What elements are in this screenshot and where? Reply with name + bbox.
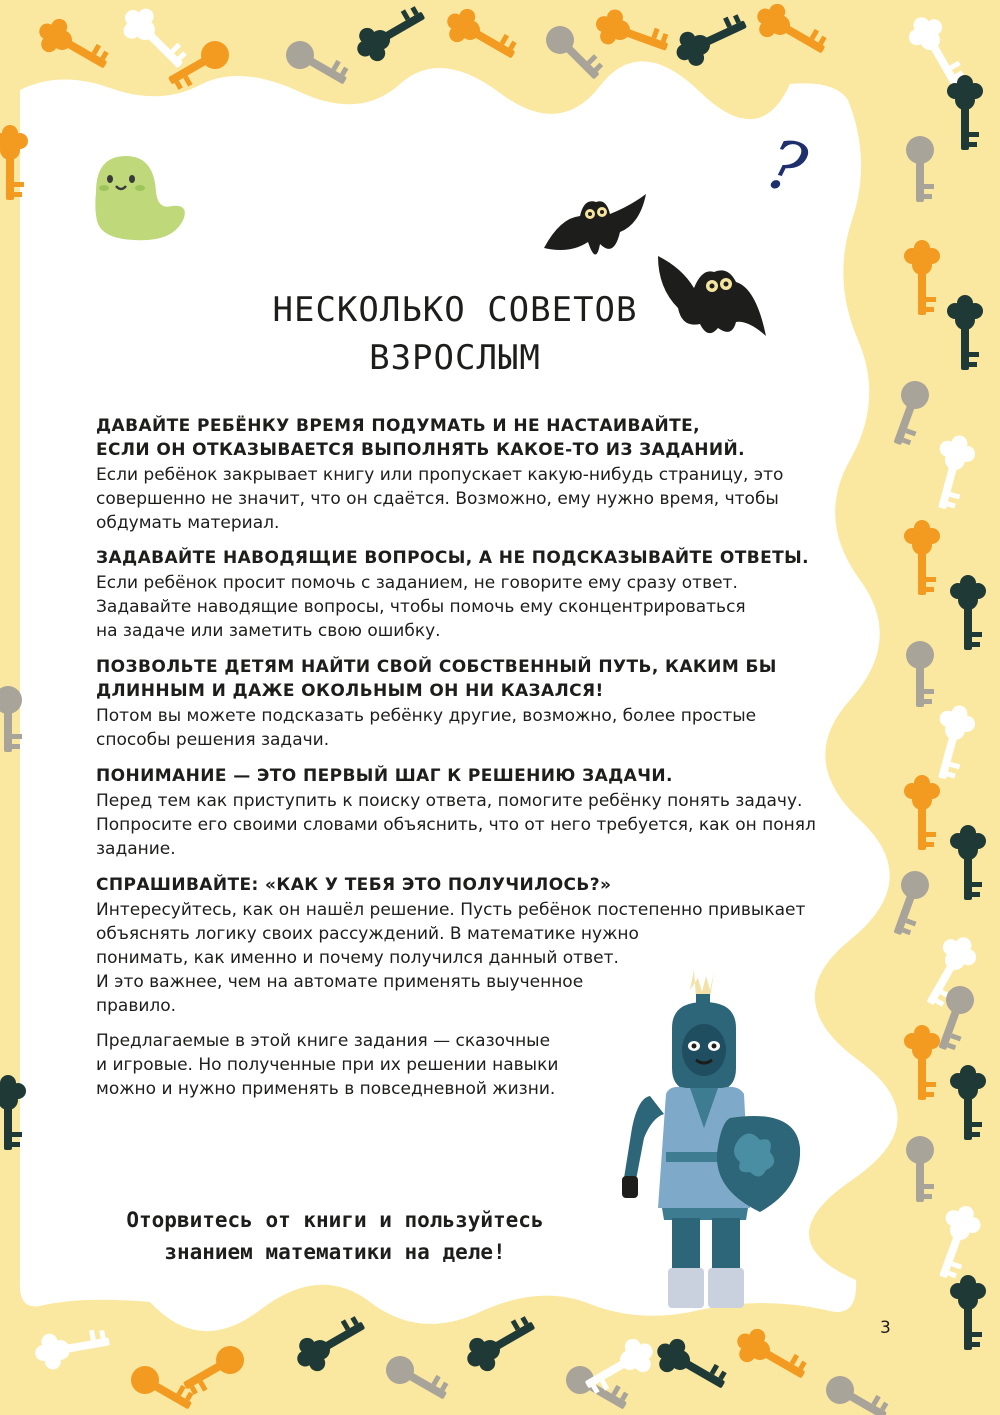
question-mark: ? <box>758 124 815 211</box>
tip-5-title-line: СПРАШИВАЙТЕ: «КАК У ТЕБЯ ЭТО ПОЛУЧИЛОСЬ?» <box>96 875 612 895</box>
tip-4-body-line: Перед тем как приступить к поиску ответа, помогите ребёнку понять задачу. <box>96 791 803 811</box>
tip-5-body-line: правило. <box>96 996 177 1016</box>
tip-2-title <box>96 546 809 570</box>
page-title-line-1: НЕСКОЛЬКО СОВЕТОВ <box>272 290 638 330</box>
tip-4-title <box>96 764 673 788</box>
tip-4-title-line: ПОНИМАНИЕ — ЭТО ПЕРВЫЙ ШАГ К РЕШЕНИЮ ЗАДАЧИ. <box>96 766 673 786</box>
tip-5-title <box>96 873 611 897</box>
page-title-line-2: ВЗРОСЛЫМ <box>369 338 541 378</box>
tip-3-body <box>96 704 756 752</box>
closing-line: Предлагаемые в этой книге задания — сказочные <box>96 1031 551 1051</box>
knight-illustration <box>610 968 806 1313</box>
tip-2-body-line: на задаче или заметить свою ошибку. <box>96 621 441 641</box>
tip-4-body <box>96 789 816 861</box>
tip-1-body-line: совершенно не значит, что он сдаётся. Возможно, ему нужно время, чтобы <box>96 489 779 509</box>
footer-slogan-line-1: Оторвитесь от книги и пользуйтесь <box>126 1208 544 1232</box>
tip-1-body <box>96 463 783 535</box>
closing-line: и игровые. Но полученные при их решении навыки <box>96 1055 559 1075</box>
tip-2-body-line: Задавайте наводящие вопросы, чтобы помочь ему сконцентрироваться <box>96 597 746 617</box>
closing-paragraph <box>96 1029 558 1101</box>
tip-5-body-line: объяснять логику своих рассуждений. В математике нужно <box>96 924 639 944</box>
tip-3-title <box>96 655 777 703</box>
tip-1-body-line: обдумать материал. <box>96 513 280 533</box>
page-title <box>230 286 680 382</box>
bat-illustration-small <box>540 188 650 268</box>
tip-5-body-line: понимать, как именно и почему получился данный ответ. <box>96 948 619 968</box>
tip-1-body-line: Если ребёнок закрывает книгу или пропускает какую-нибудь страницу, это <box>96 465 784 485</box>
tip-5-body-line: И это важнее, чем на автомате применять выученное <box>96 972 584 992</box>
tip-3-title-line: ДЛИННЫМ И ДАЖЕ ОКОЛЬНЫМ ОН НИ КАЗАЛСЯ! <box>96 681 604 701</box>
tip-3-title-line: ПОЗВОЛЬТЕ ДЕТЯМ НАЙТИ СВОЙ СОБСТВЕННЫЙ ПУТЬ, КАКИМ БЫ <box>96 657 777 677</box>
tip-1-title-line: ДАВАЙТЕ РЕБЁНКУ ВРЕМЯ ПОДУМАТЬ И НЕ НАСТАИВАЙТЕ, <box>96 416 700 436</box>
page-number: 3 <box>880 1318 891 1338</box>
tip-2-title-line: ЗАДАВАЙТЕ НАВОДЯЩИЕ ВОПРОСЫ, А НЕ ПОДСКАЗЫВАЙТЕ ОТВЕТЫ. <box>96 548 809 568</box>
tip-3-body-line: способы решения задачи. <box>96 730 330 750</box>
footer-slogan-line-2: знанием математики на деле! <box>164 1240 506 1264</box>
tip-1-title-line: ЕСЛИ ОН ОТКАЗЫВАЕТСЯ ВЫПОЛНЯТЬ КАКОЕ-ТО ИЗ ЗАДАНИЙ. <box>96 440 746 460</box>
tip-2-body-line: Если ребёнок просит помочь с заданием, не говорите ему сразу ответ. <box>96 573 738 593</box>
closing-line: можно и нужно применять в повседневной жизни. <box>96 1079 556 1099</box>
ghost-illustration <box>88 152 188 244</box>
tip-2-body <box>96 571 746 643</box>
footer-slogan <box>70 1204 600 1268</box>
tip-4-body-line: Попросите его своими словами объяснить, что от него требуется, как он понял <box>96 815 816 835</box>
tip-3-body-line: Потом вы можете подсказать ребёнку другие, возможно, более простые <box>96 706 757 726</box>
tip-4-body-line: задание. <box>96 839 176 859</box>
tip-1-title <box>96 414 745 462</box>
tip-5-body-line: Интересуйтесь, как он нашёл решение. Пусть ребёнок постепенно привыкает <box>96 900 806 920</box>
